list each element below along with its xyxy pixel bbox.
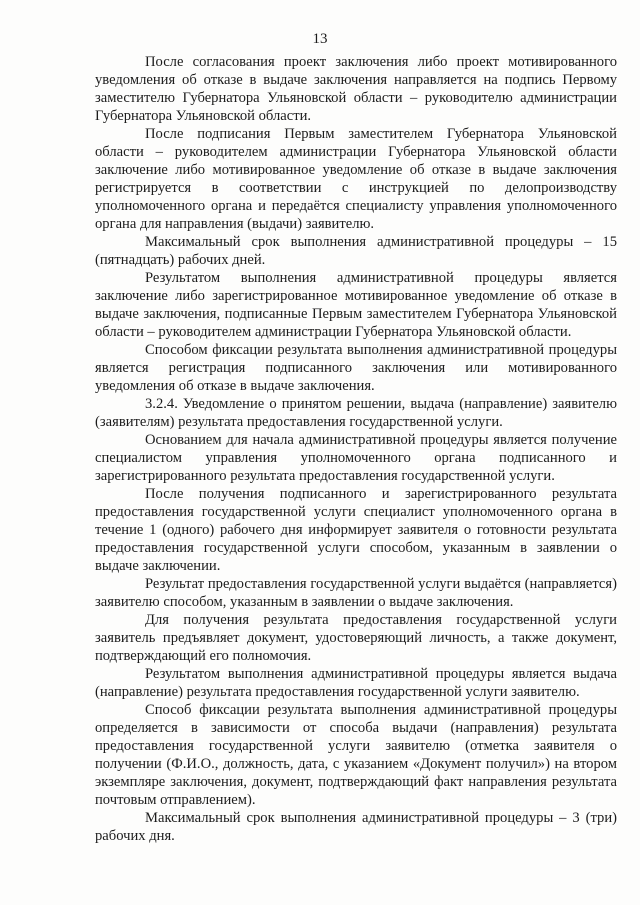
- paragraph-max-term-15-days: Максимальный срок выполнения административной процедуры – 15 (пятнадцать) рабочих дней.: [95, 234, 617, 268]
- paragraph-approval-signature: После согласования проект заключения либо проект мотивированного уведомления об отказе в выдаче заключения направляется на подпись Первому заместителю Губернатора Ульяновской области – руководителю администрации Губернатора Ульяновской области.: [95, 54, 617, 124]
- paragraph-delivery-result: Результатом выполнения административной процедуры является выдача (направление) результата предоставления государственной услуги заявителю.: [95, 666, 617, 700]
- paragraph-delivery-fixation: Способ фиксации результата выполнения административной процедуры определяется в зависимости от способа выдачи (направления) результата предоставления государственной услуги заявителю (отметка заявителя о получении (Ф.И.О., должность, дата, с указанием «Документ получил») на втором экземпляре заключения, документ, подтверждающий факт направления результата почтовым отправлением).: [95, 702, 617, 808]
- paragraph-section-3-2-4: 3.2.4. Уведомление о принятом решении, выдача (направление) заявителю (заявителям) результата предоставления государственной услуги.: [95, 396, 617, 430]
- page-number: 13: [312, 31, 328, 47]
- paragraph-registration: После подписания Первым заместителем Губернатора Ульяновской области – руководителем администрации Губернатора Ульяновской области заключение либо мотивированное уведомление об отказе в выдаче заключения регистрируется в соответствии с инструкцией по делопроизводству уполномоченного органа и передаётся специалисту управления уполномоченного органа для направления (выдачи) заявителю.: [95, 126, 617, 232]
- paragraph-result-delivery: Результат предоставления государственной услуги выдаётся (направляется) заявителю способом, указанным в заявлении о выдаче заключения.: [95, 576, 617, 610]
- paragraph-fixation-method: Способом фиксации результата выполнения административной процедуры является регистрация подписанного заключения или мотивированного уведомления об отказе в выдаче заключения.: [95, 342, 617, 394]
- paragraph-max-term-3-days: Максимальный срок выполнения административной процедуры – 3 (три) рабочих дня.: [95, 810, 617, 844]
- paragraph-procedure-basis: Основанием для начала административной процедуры является получение специалистом управления уполномоченного органа подписанного и зарегистрированного результата предоставления государственной услуги.: [95, 432, 617, 484]
- document-body: [95, 53, 617, 845]
- paragraph-applicant-notification: После получения подписанного и зарегистрированного результата предоставления государственной услуги специалист уполномоченного органа в течение 1 (одного) рабочего дня информирует заявителя о готовности результата предоставления государственной услуги способом, указанным в заявлении о выдаче заключении.: [95, 486, 617, 574]
- paragraph-identity-documents: Для получения результата предоставления государственной услуги заявитель предъявляет документ, удостоверяющий личность, а также документ, подтверждающий его полномочия.: [95, 612, 617, 664]
- paragraph-procedure-result: Результатом выполнения административной процедуры является заключение либо зарегистрированное мотивированное уведомление об отказе в выдаче заключения, подписанные Первым заместителем Губернатора Ульяновской области – руководителем администрации Губернатора Ульяновской области.: [95, 270, 617, 340]
